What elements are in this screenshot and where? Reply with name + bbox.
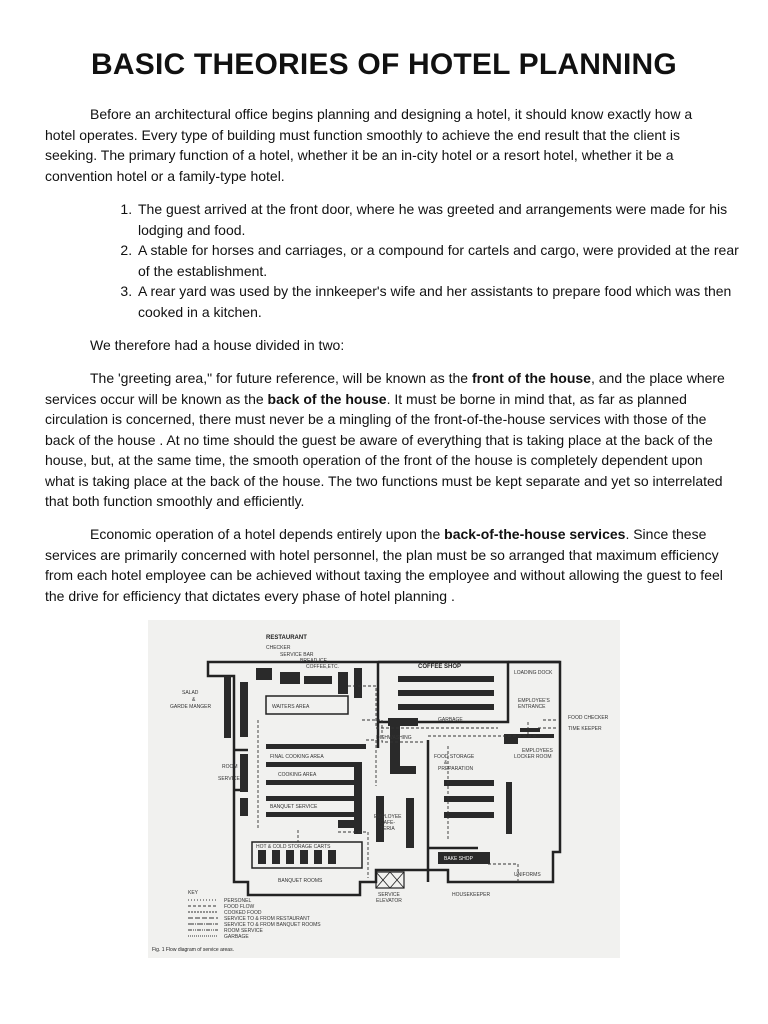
label-cafeteria-3: TERIA xyxy=(380,826,395,832)
label-room: ROOM xyxy=(222,764,238,770)
front-of-house-term: front of the house xyxy=(471,370,591,386)
label-cooking-area: COOKING AREA xyxy=(278,772,317,778)
key-item: PERSONEL xyxy=(224,898,252,904)
label-banquet-rooms: BANQUET ROOMS xyxy=(278,878,323,884)
flow-diagram-figure xyxy=(148,620,620,958)
key-item: ROOM SERVICE xyxy=(224,928,263,934)
label-checker: CHECKER xyxy=(266,645,291,651)
list-item: 1. The guest arrived at the front door, where he was greeted and arrangements were made for his lodging and food. xyxy=(136,199,746,240)
service-elevator xyxy=(376,872,404,888)
key-item: FOOD FLOW xyxy=(224,904,255,910)
list-item: 2. A stable for horses and carriages, or a compound for cartels and cargo, were provided at the rear of the establishment. xyxy=(136,240,746,281)
label-employees-locker-2: LOCKER ROOM xyxy=(514,754,552,760)
back-of-house-term: back of the house xyxy=(267,390,387,407)
label-food-storage-1: FOOD STORAGE xyxy=(434,754,475,760)
key-swatches xyxy=(188,900,218,936)
label-employees-locker-1: EMPLOYEES xyxy=(522,748,553,754)
economic-text-1: Economic operation of a hotel depends entirely upon the xyxy=(90,526,445,542)
economic-paragraph xyxy=(45,524,725,606)
greeting-text-3: . It must be borne in mind that, as far as planned circulation is concerned, there must never be a mingling of the front-of-the-house services with those of the back of the house . At no time should the guest be aware of everything that is taking place at the back of the house, but, at the same time, the smooth operation of the front of the house is completely dependent upon what is taking place at the back of the house. The two functions must be kept separate and yet so interrelated that both function smoothly and efficiently. xyxy=(45,390,723,509)
label-garbage: GARBAGE xyxy=(438,717,463,723)
label-employees-entrance-1: EMPLOYEE'S xyxy=(518,698,550,704)
list-item: 3. A rear yard was used by the innkeeper's wife and her assistants to prepare food which was then cooked in a kitchen. xyxy=(136,281,746,322)
label-coffee-etc: COFFEE,ETC. xyxy=(306,664,340,670)
service-bar-blocks xyxy=(256,668,362,698)
greeting-paragraph xyxy=(45,368,725,512)
label-cafeteria-2: CAFE- xyxy=(380,820,395,826)
label-food-storage-3: PREPARATION xyxy=(438,766,474,772)
key-item: SERVICE TO & FROM BANQUET ROOMS xyxy=(224,922,321,928)
label-garde-manger: GARDE MANGER xyxy=(170,704,212,710)
label-service-elevator-2: ELEVATOR xyxy=(376,898,402,904)
key-item: GARBAGE xyxy=(224,934,249,940)
label-food-storage-2: & xyxy=(444,760,448,766)
figure-caption: Fig. 1 Flow diagram of service areas. xyxy=(152,947,234,953)
room-service-counters xyxy=(240,754,248,816)
house-divided-paragraph: We therefore had a house divided in two: xyxy=(90,337,345,353)
history-list xyxy=(110,199,746,322)
key-item: COOKED FOOD xyxy=(224,910,262,916)
label-service: SERVICE xyxy=(218,776,240,782)
garde-manger-counters xyxy=(224,676,248,738)
label-time-keeper: TIME KEEPER xyxy=(568,726,602,732)
key-title: KEY xyxy=(188,890,199,896)
label-bread-ice: BREAD,ICE xyxy=(300,658,327,664)
greeting-text-1: The 'greeting area," for future reference, will be known as the xyxy=(90,370,472,386)
label-waiters-area: WAITERS AREA xyxy=(272,704,310,710)
label-salad: SALAD xyxy=(182,690,199,696)
label-uniforms: UNIFORMS xyxy=(514,872,541,878)
label-restaurant: RESTAURANT xyxy=(266,635,307,641)
label-salad-and: & xyxy=(192,697,196,703)
key-item: SERVICE TO & FROM RESTAURANT xyxy=(224,916,310,922)
label-final-cooking: FINAL COOKING AREA xyxy=(270,754,324,760)
coffee-shop-counters xyxy=(398,676,494,710)
label-service-elevator-1: SERVICE xyxy=(378,892,400,898)
label-food-checker: FOOD CHECKER xyxy=(568,715,609,721)
label-housekeeper: HOUSEKEEPER xyxy=(452,892,491,898)
diagram-key xyxy=(188,890,321,940)
diagram-labels xyxy=(170,635,609,904)
economic-text-2: . Since these services are primarily concerned with hotel personnel, the plan must be so arranged that maximum efficiency from each hotel employee can be achieved without taxing the employee and without allowing the guest to feel the drive for efficiency that dictates every phase of hotel planning . xyxy=(45,526,723,604)
flow-diagram xyxy=(148,620,620,958)
page-title: BASIC THEORIES OF HOTEL PLANNING xyxy=(91,48,677,81)
label-banquet-service: BANQUET SERVICE xyxy=(270,804,318,810)
dishwashing-block xyxy=(388,718,418,774)
back-of-house-services-term: back-of-the-house services xyxy=(444,526,626,542)
label-coffee-shop: COFFEE SHOP xyxy=(418,664,462,670)
label-loading-dock: LOADING DOCK xyxy=(514,670,553,676)
intro-paragraph: Before an architectural office begins planning and designing a hotel, it should know exactly how a hotel operates. Every type of building must function smoothly to achieve the end result that the client is seeking. The primary function of a hotel, whether it be an in-city hotel or a resort hotel, whether it be a convention hotel or a family-type hotel. xyxy=(45,106,693,184)
label-employees-entrance-2: ENTRANCE xyxy=(518,704,546,710)
label-service-bar: SERVICE BAR xyxy=(280,652,314,658)
label-dishwashing: DISHWASHING xyxy=(376,735,412,741)
label-cafeteria-1: EMPLOYEE xyxy=(374,814,402,820)
label-bake-shop: BAKE SHOP xyxy=(444,856,473,862)
greeting-text-2: , and the place where services occur will be known as the xyxy=(45,370,725,407)
label-storage-carts: HOT & COLD STORAGE CARTS xyxy=(256,844,331,850)
storage-carts xyxy=(258,850,336,864)
